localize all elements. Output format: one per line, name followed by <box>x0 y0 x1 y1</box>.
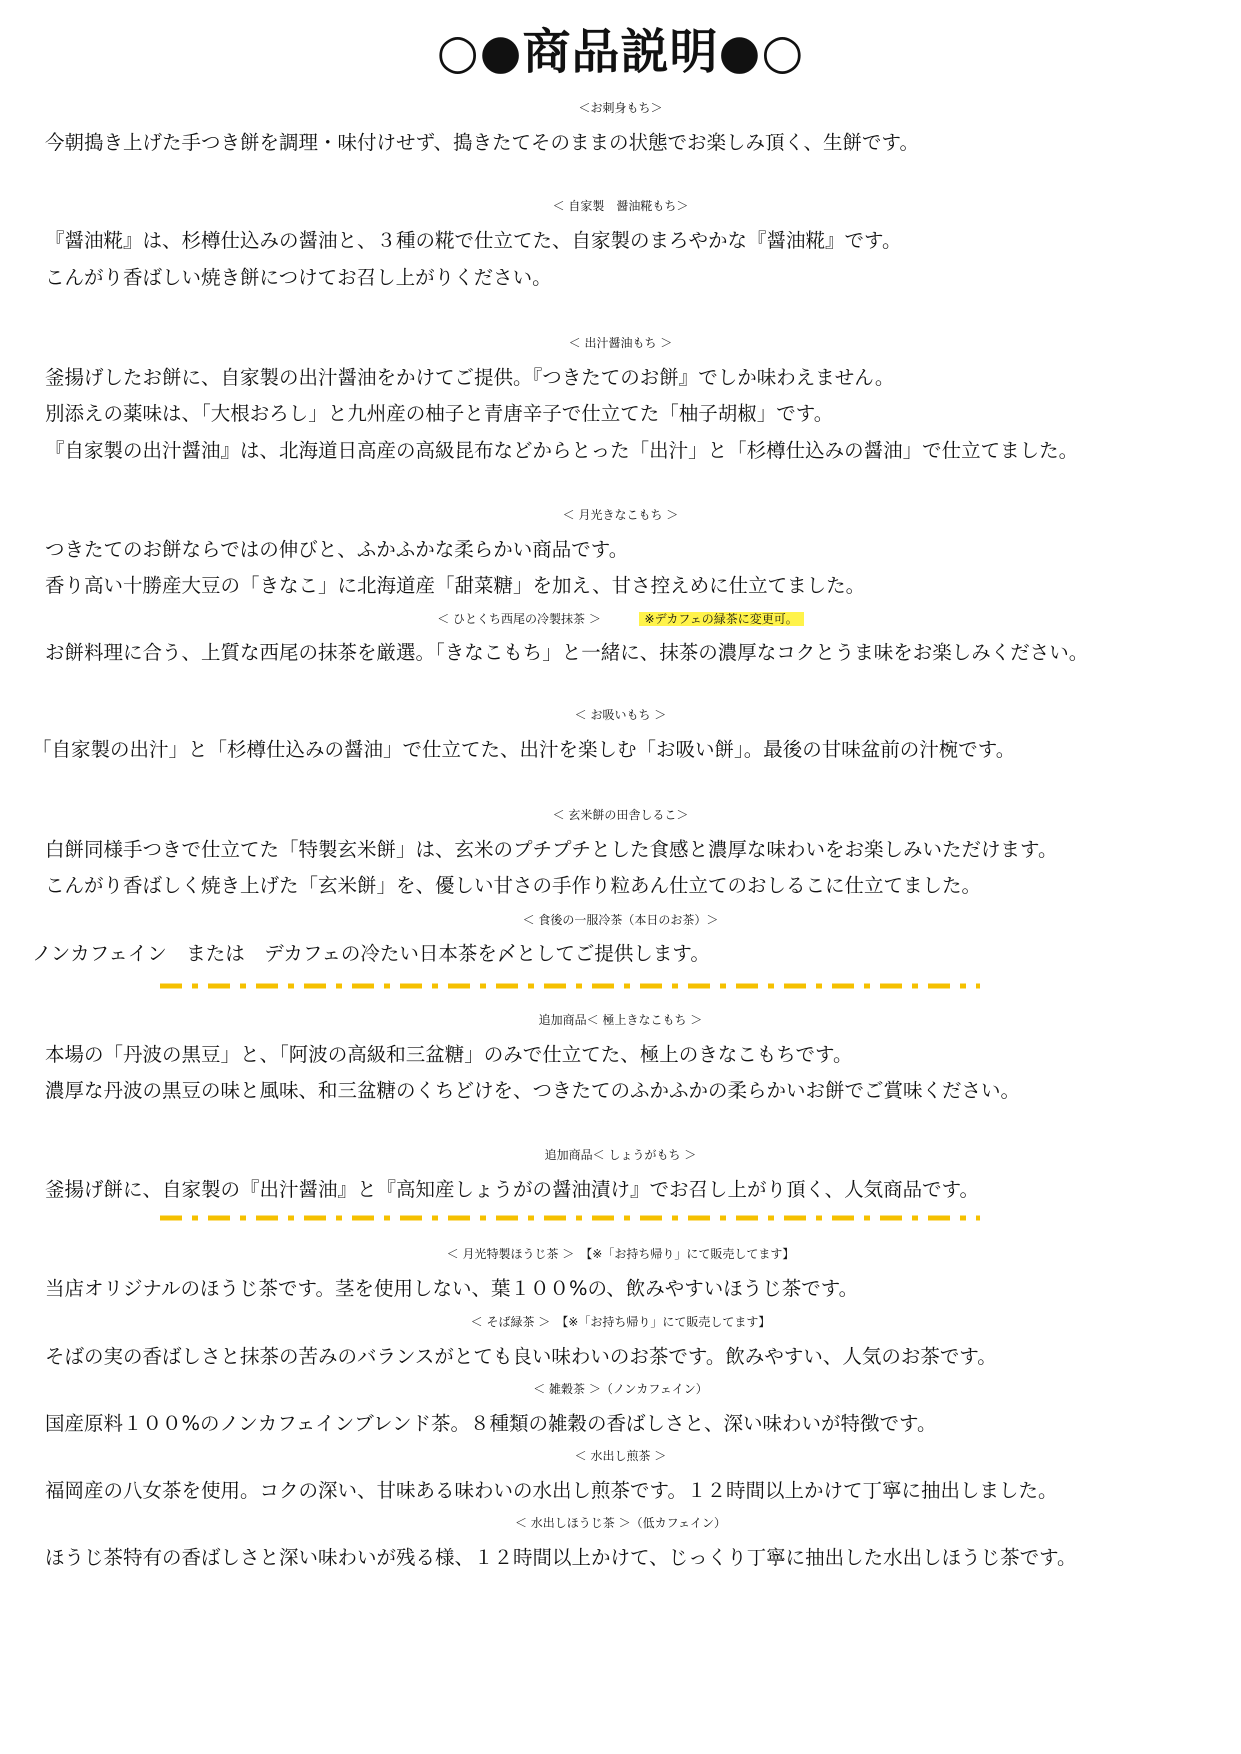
heading-gekko-hojicha: ＜ 月光特製ほうじ茶 ＞ 【※「お持ち帰り」にて販売してます】 <box>446 1247 795 1261</box>
decaf-note-highlight: ※デカフェの緑茶に変更可。 <box>639 612 804 626</box>
heading-hitokuchi-matcha <box>0 601 1241 637</box>
desc-line: 白餅同様手つきで仕立てた「特製玄米餅」は、玄米のプチプチとした食感と濃厚な味わいをお楽しみいただけます。 <box>45 838 1058 861</box>
heading-osui-mochi: ＜ お吸いもち ＞ <box>574 708 667 722</box>
desc-line: ノンカフェイン または デカフェの冷たい日本茶を〆としてご提供します。 <box>32 942 710 965</box>
heading-text: ＜ ひとくち西尾の冷製抹茶 ＞ <box>437 612 601 626</box>
desc-line: そばの実の香ばしさと抹茶の苦みのバランスがとても良い味わいのお茶です。飲みやすい、人気のお茶です。 <box>45 1345 997 1368</box>
desc-line: 当店オリジナルのほうじ茶です。茎を使用しない、葉１００%の、飲みやすいほうじ茶です。 <box>45 1277 859 1300</box>
desc-line: 釜揚げしたお餅に、自家製の出汁醤油をかけてご提供。『つきたてのお餅』でしか味わえません。 <box>45 366 895 389</box>
desc-line: 香り高い十勝産大豆の「きなこ」に北海道産「甜菜糖」を加え、甘さ控えめに仕立てました。 <box>45 574 866 597</box>
heading-reicha: ＜ 食後の一服冷茶（本日のお茶）＞ <box>522 913 719 927</box>
desc-line: こんがり香ばしい焼き餅につけてお召し上がりください。 <box>45 266 552 289</box>
desc-line: 「自家製の出汁」と「杉樽仕込みの醤油」で仕立てた、出汁を楽しむ「お吸い餅」。最後の甘味盆前の汁椀です。 <box>32 738 1016 761</box>
heading-gokujo-kinako: 追加商品＜ 極上きなこもち ＞ <box>538 1013 703 1027</box>
heading-osashimi-mochi: ＜お刺身もち＞ <box>578 101 663 115</box>
heading-mizudashi-sencha: ＜ 水出し煎茶 ＞ <box>574 1449 667 1463</box>
desc-line: お餅料理に合う、上質な西尾の抹茶を厳選。「きなこもち」と一緒に、抹茶の濃厚なコクとうま味をお楽しみください。 <box>45 641 1089 664</box>
dashed-separator <box>160 982 980 990</box>
heading-mizudashi-hojicha: ＜ 水出しほうじ茶 ＞（低カフェイン） <box>514 1516 727 1530</box>
desc-line: 釜揚げ餅に、自家製の『出汁醤油』と『高知産しょうがの醤油漬け』でお召し上がり頂く、人気商品です。 <box>45 1178 980 1201</box>
desc-line: 本場の「丹波の黒豆」と、「阿波の高級和三盆糖」のみで仕立てた、極上のきなこもちです。 <box>45 1043 853 1066</box>
heading-shoga-mochi: 追加商品＜ しょうがもち ＞ <box>544 1148 697 1162</box>
desc-line: 『自家製の出汁醤油』は、北海道日高産の高級昆布などからとった「出汁」と「杉樽仕込みの醤油」で仕立てました。 <box>45 439 1079 462</box>
heading-zakkokucha: ＜ 雑穀茶 ＞（ノンカフェイン） <box>533 1382 708 1396</box>
page-title: ○●商品説明●○ <box>436 24 805 80</box>
heading-soba-ryokucha: ＜ そば緑茶 ＞ 【※「お持ち帰り」にて販売してます】 <box>470 1315 771 1329</box>
dashed-separator <box>160 1214 980 1222</box>
desc-line: 別添えの薬味は、「大根おろし」と九州産の柚子と青唐辛子で仕立てた「柚子胡椒」です。 <box>45 402 834 425</box>
desc-line: 国産原料１００%のノンカフェインブレンド茶。８種類の雑穀の香ばしさと、深い味わいが特徴です。 <box>45 1412 937 1435</box>
desc-line: ほうじ茶特有の香ばしさと深い味わいが残る様、１２時間以上かけて、じっくり丁寧に抽出した水出しほうじ茶です。 <box>45 1546 1077 1569</box>
heading-shoyu-koji-mochi: ＜ 自家製 醤油糀もち＞ <box>552 199 689 213</box>
desc-line: つきたてのお餅ならではの伸びと、ふかふかな柔らかい商品です。 <box>45 538 629 561</box>
desc-line: こんがり香ばしく焼き上げた「玄米餅」を、優しい甘さの手作り粒あん仕立てのおしるこに仕立てました。 <box>45 874 982 897</box>
desc-line: 『醤油糀』は、杉樽仕込みの醤油と、３種の糀で仕立てた、自家製のまろやかな『醤油糀』です。 <box>45 229 902 252</box>
desc-line: 今朝搗き上げた手つき餅を調理・味付けせず、搗きたてそのままの状態でお楽しみ頂く、生餅です。 <box>45 131 919 154</box>
desc-line: 福岡産の八女茶を使用。コクの深い、甘味ある味わいの水出し煎茶です。１２時間以上かけて丁寧に抽出しました。 <box>45 1479 1058 1502</box>
heading-dashi-shoyu-mochi: ＜ 出汁醤油もち ＞ <box>568 336 673 350</box>
heading-genmai-shiruko: ＜ 玄米餅の田舎しるこ＞ <box>552 808 689 822</box>
desc-line: 濃厚な丹波の黒豆の味と風味、和三盆糖のくちどけを、つきたてのふかふかの柔らかいお餅でご賞味ください。 <box>45 1079 1021 1102</box>
heading-gekko-kinako-mochi: ＜ 月光きなこもち ＞ <box>562 508 679 522</box>
